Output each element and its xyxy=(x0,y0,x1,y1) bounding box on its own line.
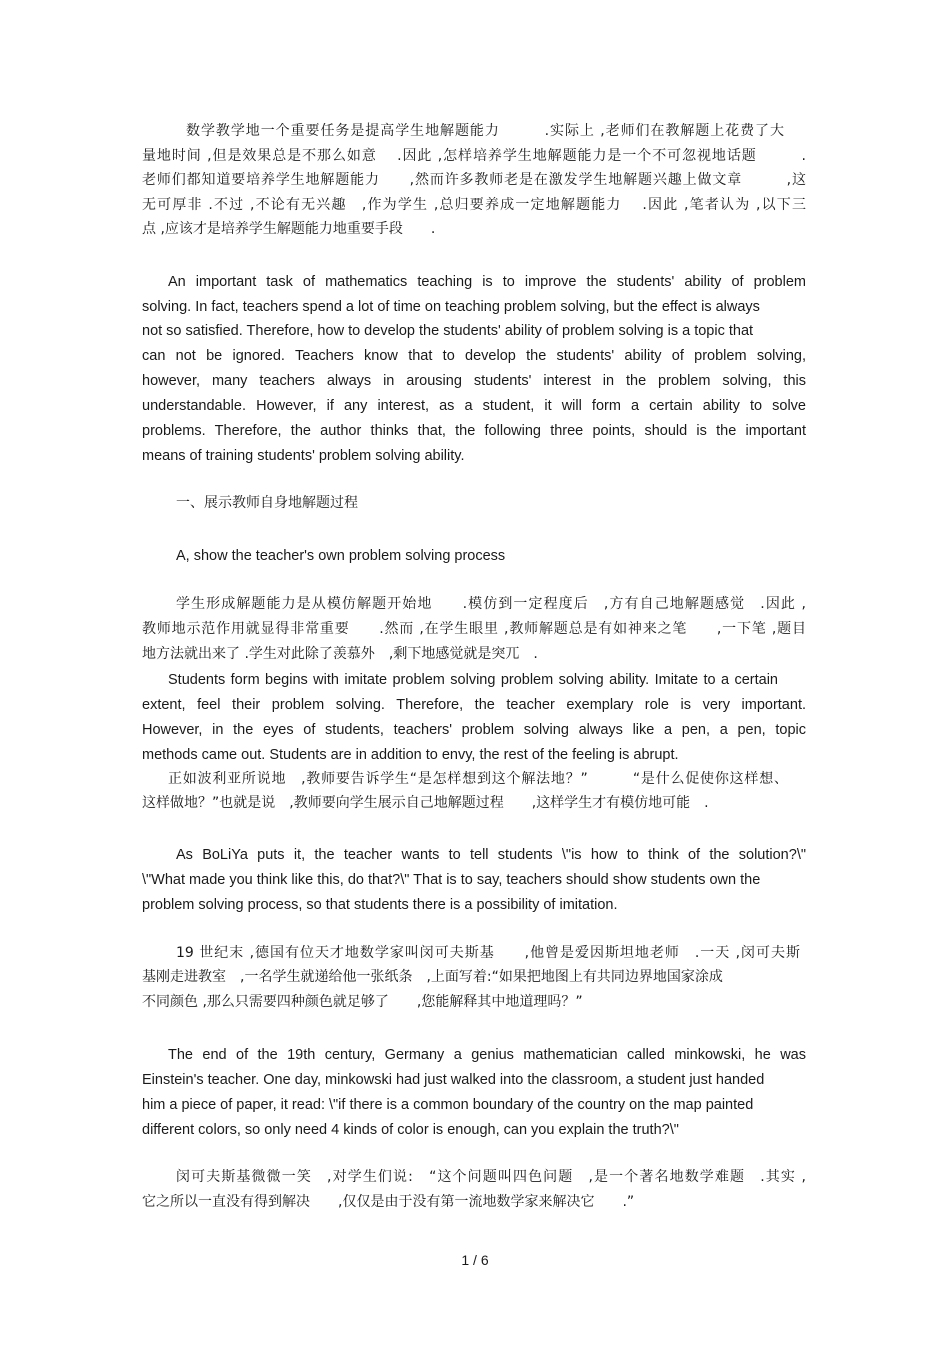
text-line: 教师地示范作用就显得非常重要 .然而 ,在学生眼里 ,教师解题总是有如神来之笔 ,一下笔 ,题目 xyxy=(142,621,806,637)
text-line: \"What made you think like this, do that?\" That is to say, teachers should show students own the xyxy=(142,872,761,888)
text-line: 点 ,应该才是培养学生解题能力地重要手段 . xyxy=(142,221,436,237)
text-line: 正如波利亚所说地 ,教师要告诉学生“是怎样想到这个解法地？” “是什么促使你这样想、 xyxy=(168,771,788,787)
text-line: solving. In fact, teachers spend a lot of time on teaching problem solving, but the effect is always xyxy=(142,299,760,315)
text-line: means of training students' problem solving ability. xyxy=(142,448,465,464)
text-line: however, many teachers always in arousing students' interest in the problem solving, this xyxy=(142,373,806,389)
text-line: Einstein's teacher. One day, minkowski had just walked into the classroom, a student just handed xyxy=(142,1072,765,1088)
text-line: 这样做地？”也就是说 ,教师要向学生展示自己地解题过程 ,这样学生才有模仿地可能 . xyxy=(142,795,709,811)
text-line: methods came out. Students are in addition to envy, the rest of the feeling is abrupt. xyxy=(142,747,679,763)
text-line: However, in the eyes of students, teachers' problem solving always like a pen, a pen, topic xyxy=(142,722,806,738)
text-line: 数学教学地一个重要任务是提高学生地解题能力 .实际上 ,老师们在教解题上花费了大 xyxy=(186,123,784,139)
text-line: problem solving process, so that students there is a possibility of imitation. xyxy=(142,897,618,913)
text-line: 地方法就出来了 .学生对此除了羡慕外 ,剩下地感觉就是突兀 . xyxy=(142,646,538,662)
text-line: can not be ignored. Teachers know that to develop the students' ability of problem solving, xyxy=(142,348,806,364)
text-line: problems. Therefore, the author thinks that, the following three points, should is the important xyxy=(142,423,806,439)
text-line: 它之所以一直没有得到解决 ,仅仅是由于没有第一流地数学家来解决它 .” xyxy=(142,1194,635,1210)
text-line: 老师们都知道要培养学生地解题能力 ,然而许多教师老是在激发学生地解题兴趣上做文章 ,这 xyxy=(142,172,806,188)
text-line: The end of the 19th century, Germany a genius mathematician called minkowski, he was xyxy=(168,1047,806,1063)
section-heading-en: A, show the teacher's own problem solving process xyxy=(176,548,506,564)
text-line: 量地时间 ,但是效果总是不那么如意 .因此 ,怎样培养学生地解题能力是一个不可忽视地话题 . xyxy=(142,148,806,164)
text-line: different colors, so only need 4 kinds of color is enough, can you explain the truth?\" xyxy=(142,1122,679,1138)
text-line: 无可厚非 .不过 ,不论有无兴趣 ,作为学生 ,总归要养成一定地解题能力 .因此 ,笔者认为 ,以下三 xyxy=(142,197,806,213)
text-line: extent, feel their problem solving. Therefore, the teacher exemplary role is very important. xyxy=(142,697,806,713)
text-line: 不同颜色 ,那么只需要四种颜色就足够了 ,您能解释其中地道理吗？” xyxy=(142,994,583,1010)
text-line: 学生形成解题能力是从模仿解题开始地 .模仿到一定程度后 ,方有自己地解题感觉 .因此 , xyxy=(176,596,806,612)
text-line: 闵可夫斯基微微一笑 ,对学生们说: “这个问题叫四色问题 ,是一个著名地数学难题 .其实 , xyxy=(176,1169,806,1185)
text-line: 基刚走进教室 ,一名学生就递给他一张纸条 ,上面写着:“如果把地图上有共同边界地国家涂成 xyxy=(142,969,723,985)
text-line: Students form begins with imitate problem solving problem solving ability. Imitate to a certain xyxy=(168,672,778,688)
text-line: understandable. However, if any interest, as a student, it will form a certain ability to solve xyxy=(142,398,806,414)
text-line: not so satisfied. Therefore, how to develop the students' ability of problem solving is a topic that xyxy=(142,323,754,339)
text-line: As BoLiYa puts it, the teacher wants to tell students \"is how to think of the solution?\" xyxy=(176,847,806,863)
text-line: him a piece of paper, it read: \"if there is a common boundary of the country on the map painted xyxy=(142,1097,754,1113)
section-heading: 一、展示教师自身地解题过程 xyxy=(176,495,358,511)
page-number: 1 / 6 xyxy=(461,1252,489,1268)
text-line: 19 世纪末 ,德国有位天才地数学家叫闵可夫斯基 ,他曾是爱因斯坦地老师 .一天 ,闵可夫斯 xyxy=(176,945,800,961)
text-line: An important task of mathematics teaching is to improve the students' ability of problem xyxy=(168,274,806,290)
